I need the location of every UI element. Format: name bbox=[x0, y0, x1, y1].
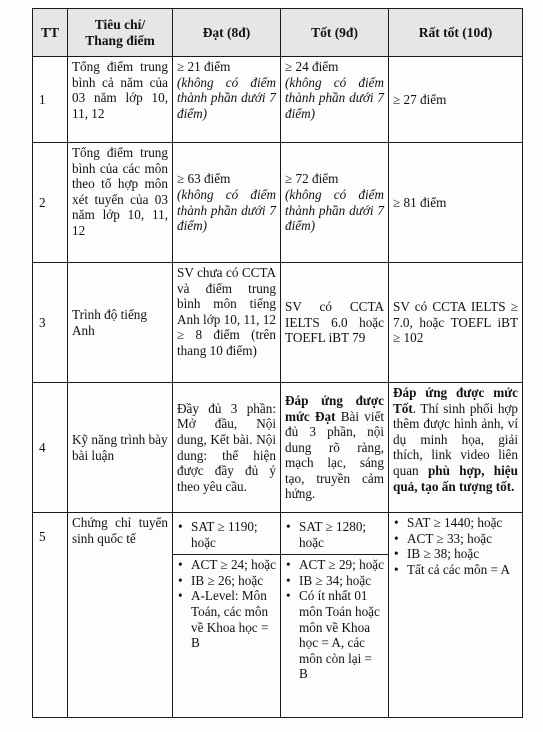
tot-list-top bbox=[285, 519, 384, 550]
rat-mid: . Thí sinh phối hợp thêm được hình ảnh, ví dụ minh họa, giải thích, link video liên quan bbox=[393, 400, 518, 478]
tot-main: ≥ 72 điểm bbox=[285, 171, 339, 187]
header-dat: Đạt (8đ) bbox=[173, 9, 281, 57]
dat-note: (không có điểm thành phần dưới 7 điểm) bbox=[177, 74, 276, 121]
dat-cell: Đầy đủ 3 phần: Mở đầu, Nội dung, Kết bài. Nội dung: thể hiện được đầy đủ ý theo yêu cầu. bbox=[173, 383, 281, 513]
dat-cell bbox=[173, 57, 281, 143]
tot-note: (không có điểm thành phần dưới 7 điểm) bbox=[285, 74, 384, 121]
header-tt: TT bbox=[33, 9, 68, 57]
criteria-cell: Chứng chỉ tuyển sinh quốc tế bbox=[68, 513, 173, 718]
criteria-cell: Tổng điểm trung bình của các môn theo tổ hợp môn xét tuyển của 03 năm lớp 10, 11, 12 bbox=[68, 143, 173, 263]
divider bbox=[281, 554, 388, 555]
table-row bbox=[33, 57, 523, 143]
tot-cell: SV có CCTA IELTS 6.0 hoặc TOEFL iBT 79 bbox=[281, 263, 389, 383]
table-row bbox=[33, 143, 523, 263]
rat-bold-1: Đáp ứng được mức Tốt bbox=[393, 385, 518, 416]
table-row bbox=[33, 513, 523, 718]
tot-cell bbox=[281, 513, 389, 718]
row-number: 5 bbox=[33, 513, 68, 718]
dat-cell: SV chưa có CCTA và điểm trung bình môn tiếng Anh lớp 10, 11, 12 ≥ 8 điểm (trên thang 10 điểm) bbox=[173, 263, 281, 383]
list-item: • IB ≥ 26; hoặc bbox=[177, 573, 276, 589]
list-item: • SAT ≥ 1440; hoặc bbox=[393, 515, 518, 531]
list-item: • A-Level: Môn Toán, các môn về Khoa học = B bbox=[177, 588, 276, 650]
list-item: • Có ít nhất 01 môn Toán hoặc môn về Khoa học = A, các môn còn lại = B bbox=[285, 588, 384, 682]
header-criteria-line1: Tiêu chí/ bbox=[94, 16, 146, 32]
table-row bbox=[33, 263, 523, 383]
rat-tot-cell bbox=[389, 513, 523, 718]
header-rat-tot: Rất tốt (10đ) bbox=[389, 9, 523, 57]
row-number: 2 bbox=[33, 143, 68, 263]
tot-note: (không có điểm thành phần dưới 7 điểm) bbox=[285, 186, 384, 234]
list-item: • IB ≥ 34; hoặc bbox=[285, 573, 384, 589]
list-item: • ACT ≥ 33; hoặc bbox=[393, 531, 518, 547]
tot-cell bbox=[281, 383, 389, 513]
row-number: 4 bbox=[33, 383, 68, 513]
header-criteria-line2: Thang điểm bbox=[85, 32, 155, 48]
tot-rest: Bài viết đủ 3 phần, nội dung rõ ràng, mạch lạc, sáng tạo, truyền cảm hứng. bbox=[285, 408, 384, 502]
rat-bold-2: phù hợp, hiệu quả, tạo ấn tượng tốt. bbox=[393, 462, 518, 494]
rat-tot-cell: SV có CCTA IELTS ≥ 7.0, hoặc TOEFL iBT ≥ 102 bbox=[389, 263, 523, 383]
tot-main: ≥ 24 điểm bbox=[285, 59, 339, 74]
list-item: • ACT ≥ 29; hoặc bbox=[285, 557, 384, 573]
list-item: • SAT ≥ 1280; hoặc bbox=[285, 519, 384, 550]
list-item: • IB ≥ 38; hoặc bbox=[393, 546, 518, 562]
row-number: 3 bbox=[33, 263, 68, 383]
tot-cell bbox=[281, 143, 389, 263]
criteria-cell: Kỹ năng trình bày bài luận bbox=[68, 383, 173, 513]
rat-tot-cell: ≥ 27 điểm bbox=[389, 57, 523, 143]
dat-main: ≥ 21 điểm bbox=[177, 59, 231, 74]
rat-tot-cell bbox=[389, 383, 523, 513]
header-row bbox=[33, 9, 523, 57]
list-item: • SAT ≥ 1190; hoặc bbox=[177, 519, 276, 550]
rat-list bbox=[393, 515, 518, 577]
dat-cell bbox=[173, 143, 281, 263]
criteria-cell: Tổng điểm trung bình cả năm của 03 năm lớp 10, 11, 12 bbox=[68, 57, 173, 143]
rat-tot-cell: ≥ 81 điểm bbox=[389, 143, 523, 263]
header-criteria bbox=[68, 9, 173, 57]
dat-note: (không có điểm thành phần dưới 7 điểm) bbox=[177, 186, 276, 234]
table-row bbox=[33, 383, 523, 513]
list-item: • Tất cả các môn = A bbox=[393, 562, 518, 578]
dat-list-top bbox=[177, 519, 276, 550]
row-number: 1 bbox=[33, 57, 68, 143]
tot-list-bottom bbox=[285, 557, 384, 682]
header-tot: Tốt (9đ) bbox=[281, 9, 389, 57]
dat-cell bbox=[173, 513, 281, 718]
dat-list-bottom bbox=[177, 557, 276, 651]
dat-main: ≥ 63 điểm bbox=[177, 171, 231, 187]
criteria-cell: Trình độ tiếng Anh bbox=[68, 263, 173, 383]
list-item: • ACT ≥ 24; hoặc bbox=[177, 557, 276, 573]
tot-cell bbox=[281, 57, 389, 143]
criteria-table bbox=[32, 8, 523, 718]
tot-bold: Đáp ứng được mức Đạt bbox=[285, 392, 384, 424]
divider bbox=[173, 554, 280, 555]
